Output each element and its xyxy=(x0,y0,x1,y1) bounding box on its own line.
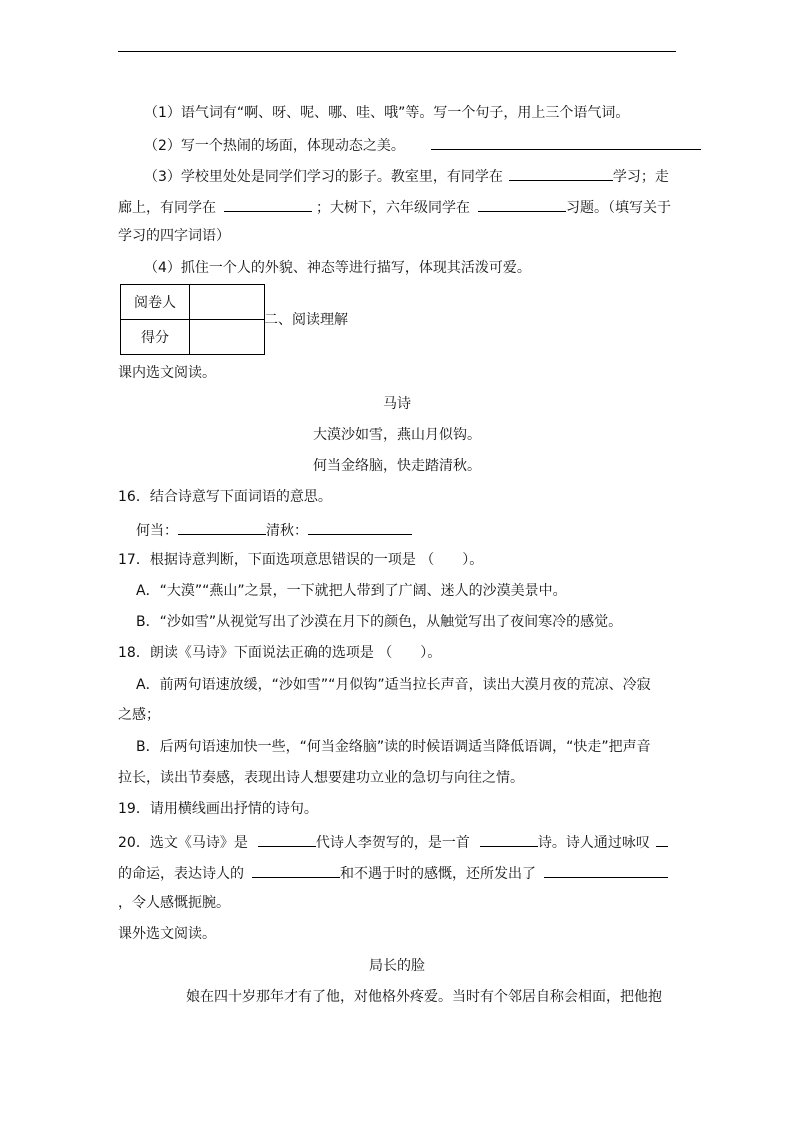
answer-blank[interactable] xyxy=(656,831,668,847)
question-1: （1）语气词有“啊、呀、呢、哪、哇、哦”等。写一个句子，用上三个语气词。 xyxy=(144,105,630,121)
question-20-text: 和不遇于时的感慨，还所发出了 xyxy=(340,866,536,882)
answer-blank[interactable] xyxy=(480,831,538,847)
poem-line-2: 何当金络脑，快走踏清秋。 xyxy=(313,458,481,474)
poem-title: 马诗 xyxy=(383,396,411,412)
question-20-text: 诗。诗人通过咏叹 xyxy=(537,835,650,851)
option-18-b[interactable]: B．后两句语速加快一些，“何当金络脑”读的时候语调适当降低语调，“快走”把声音 xyxy=(136,739,651,755)
question-20-line1 xyxy=(118,831,668,853)
question-20-line2 xyxy=(118,862,668,884)
answer-blank[interactable] xyxy=(308,519,412,535)
question-18: 18．朗读《马诗》下面说法正确的选项是 （ ）。 xyxy=(118,645,442,661)
question-4: （4）抓住一个人的外貌、神态等进行描写，体现其活泼可爱。 xyxy=(144,260,531,276)
extra-paragraph: 娘在四十岁那年才有了他，对他格外疼爱。当时有个邻居自称会相面，把他抱 xyxy=(186,989,662,1005)
question-3-line3: 学习的四字词语） xyxy=(118,228,230,244)
question-20-text: 代诗人李贺写的，是一首 xyxy=(315,835,470,851)
score-table xyxy=(120,284,265,355)
question-16: 16．结合诗意写下面词语的意思。 xyxy=(118,489,332,505)
reader-label: 阅卷人 xyxy=(121,285,190,320)
answer-blank[interactable] xyxy=(478,196,566,212)
question-2-text: （2）写一个热闹的场面，体现动态之美。 xyxy=(144,138,405,154)
answer-blank[interactable] xyxy=(431,134,701,150)
score-cell[interactable] xyxy=(190,320,265,355)
reader-cell[interactable] xyxy=(190,285,265,320)
question-3-line1 xyxy=(144,165,669,187)
poem-line-1: 大漠沙如雪，燕山月似钩。 xyxy=(313,427,481,443)
answer-blank[interactable] xyxy=(252,862,340,878)
extra-intro: 课外选文阅读。 xyxy=(118,926,216,942)
question-3-text: （3）学校里处处是同学们学习的影子。教室里，有同学在 xyxy=(144,169,503,185)
option-17-a[interactable]: A．“大漠”“燕山”之景，一下就把人带到了广阔、迷人的沙漠美景中。 xyxy=(136,583,567,599)
answer-blank[interactable] xyxy=(258,831,316,847)
question-20-line3: ，令人感慨扼腕。 xyxy=(118,895,230,911)
question-19: 19．请用横线画出抒情的诗句。 xyxy=(118,801,318,817)
question-16-label: 清秋： xyxy=(266,523,308,539)
question-16-label: 何当： xyxy=(136,523,178,539)
answer-blank[interactable] xyxy=(544,862,668,878)
question-3-line2 xyxy=(118,196,671,218)
question-2 xyxy=(144,134,701,156)
option-18-b-cont: 拉长，读出节奏感，表现出诗人想要建功立业的急切与向往之情。 xyxy=(118,770,524,786)
answer-blank[interactable] xyxy=(509,165,613,181)
question-20-text: 20．选文《马诗》是 xyxy=(118,835,248,851)
question-20-text: 的命运，表达诗人的 xyxy=(118,866,244,882)
score-label: 得分 xyxy=(121,320,190,355)
question-17: 17．根据诗意判断，下面选项意思错误的一项是 （ ）。 xyxy=(118,552,484,568)
header-rule xyxy=(118,51,676,52)
extra-title: 局长的脸 xyxy=(369,958,425,974)
question-3-text: 廊上，有同学在 xyxy=(118,200,216,216)
option-18-a[interactable]: A．前两句语速放缓，“沙如雪”“月似钩”适当拉长声音，读出大漠月夜的荒凉、冷寂 xyxy=(136,677,651,693)
question-3-text: 学习；走 xyxy=(612,169,669,185)
question-3-text: ；大树下，六年级同学在 xyxy=(316,200,470,216)
answer-blank[interactable] xyxy=(178,519,266,535)
question-16-blanks xyxy=(136,519,412,541)
option-17-b[interactable]: B．“沙如雪”从视觉写出了沙漠在月下的颜色，从触觉写出了夜间寒冷的感觉。 xyxy=(136,614,623,630)
option-18-a-cont: 之感； xyxy=(118,707,160,723)
section-title: 二、阅读理解 xyxy=(264,312,348,328)
answer-blank[interactable] xyxy=(224,196,312,212)
question-3-text: 习题。（填写关于 xyxy=(566,200,671,216)
section-intro: 课内选文阅读。 xyxy=(118,365,216,381)
